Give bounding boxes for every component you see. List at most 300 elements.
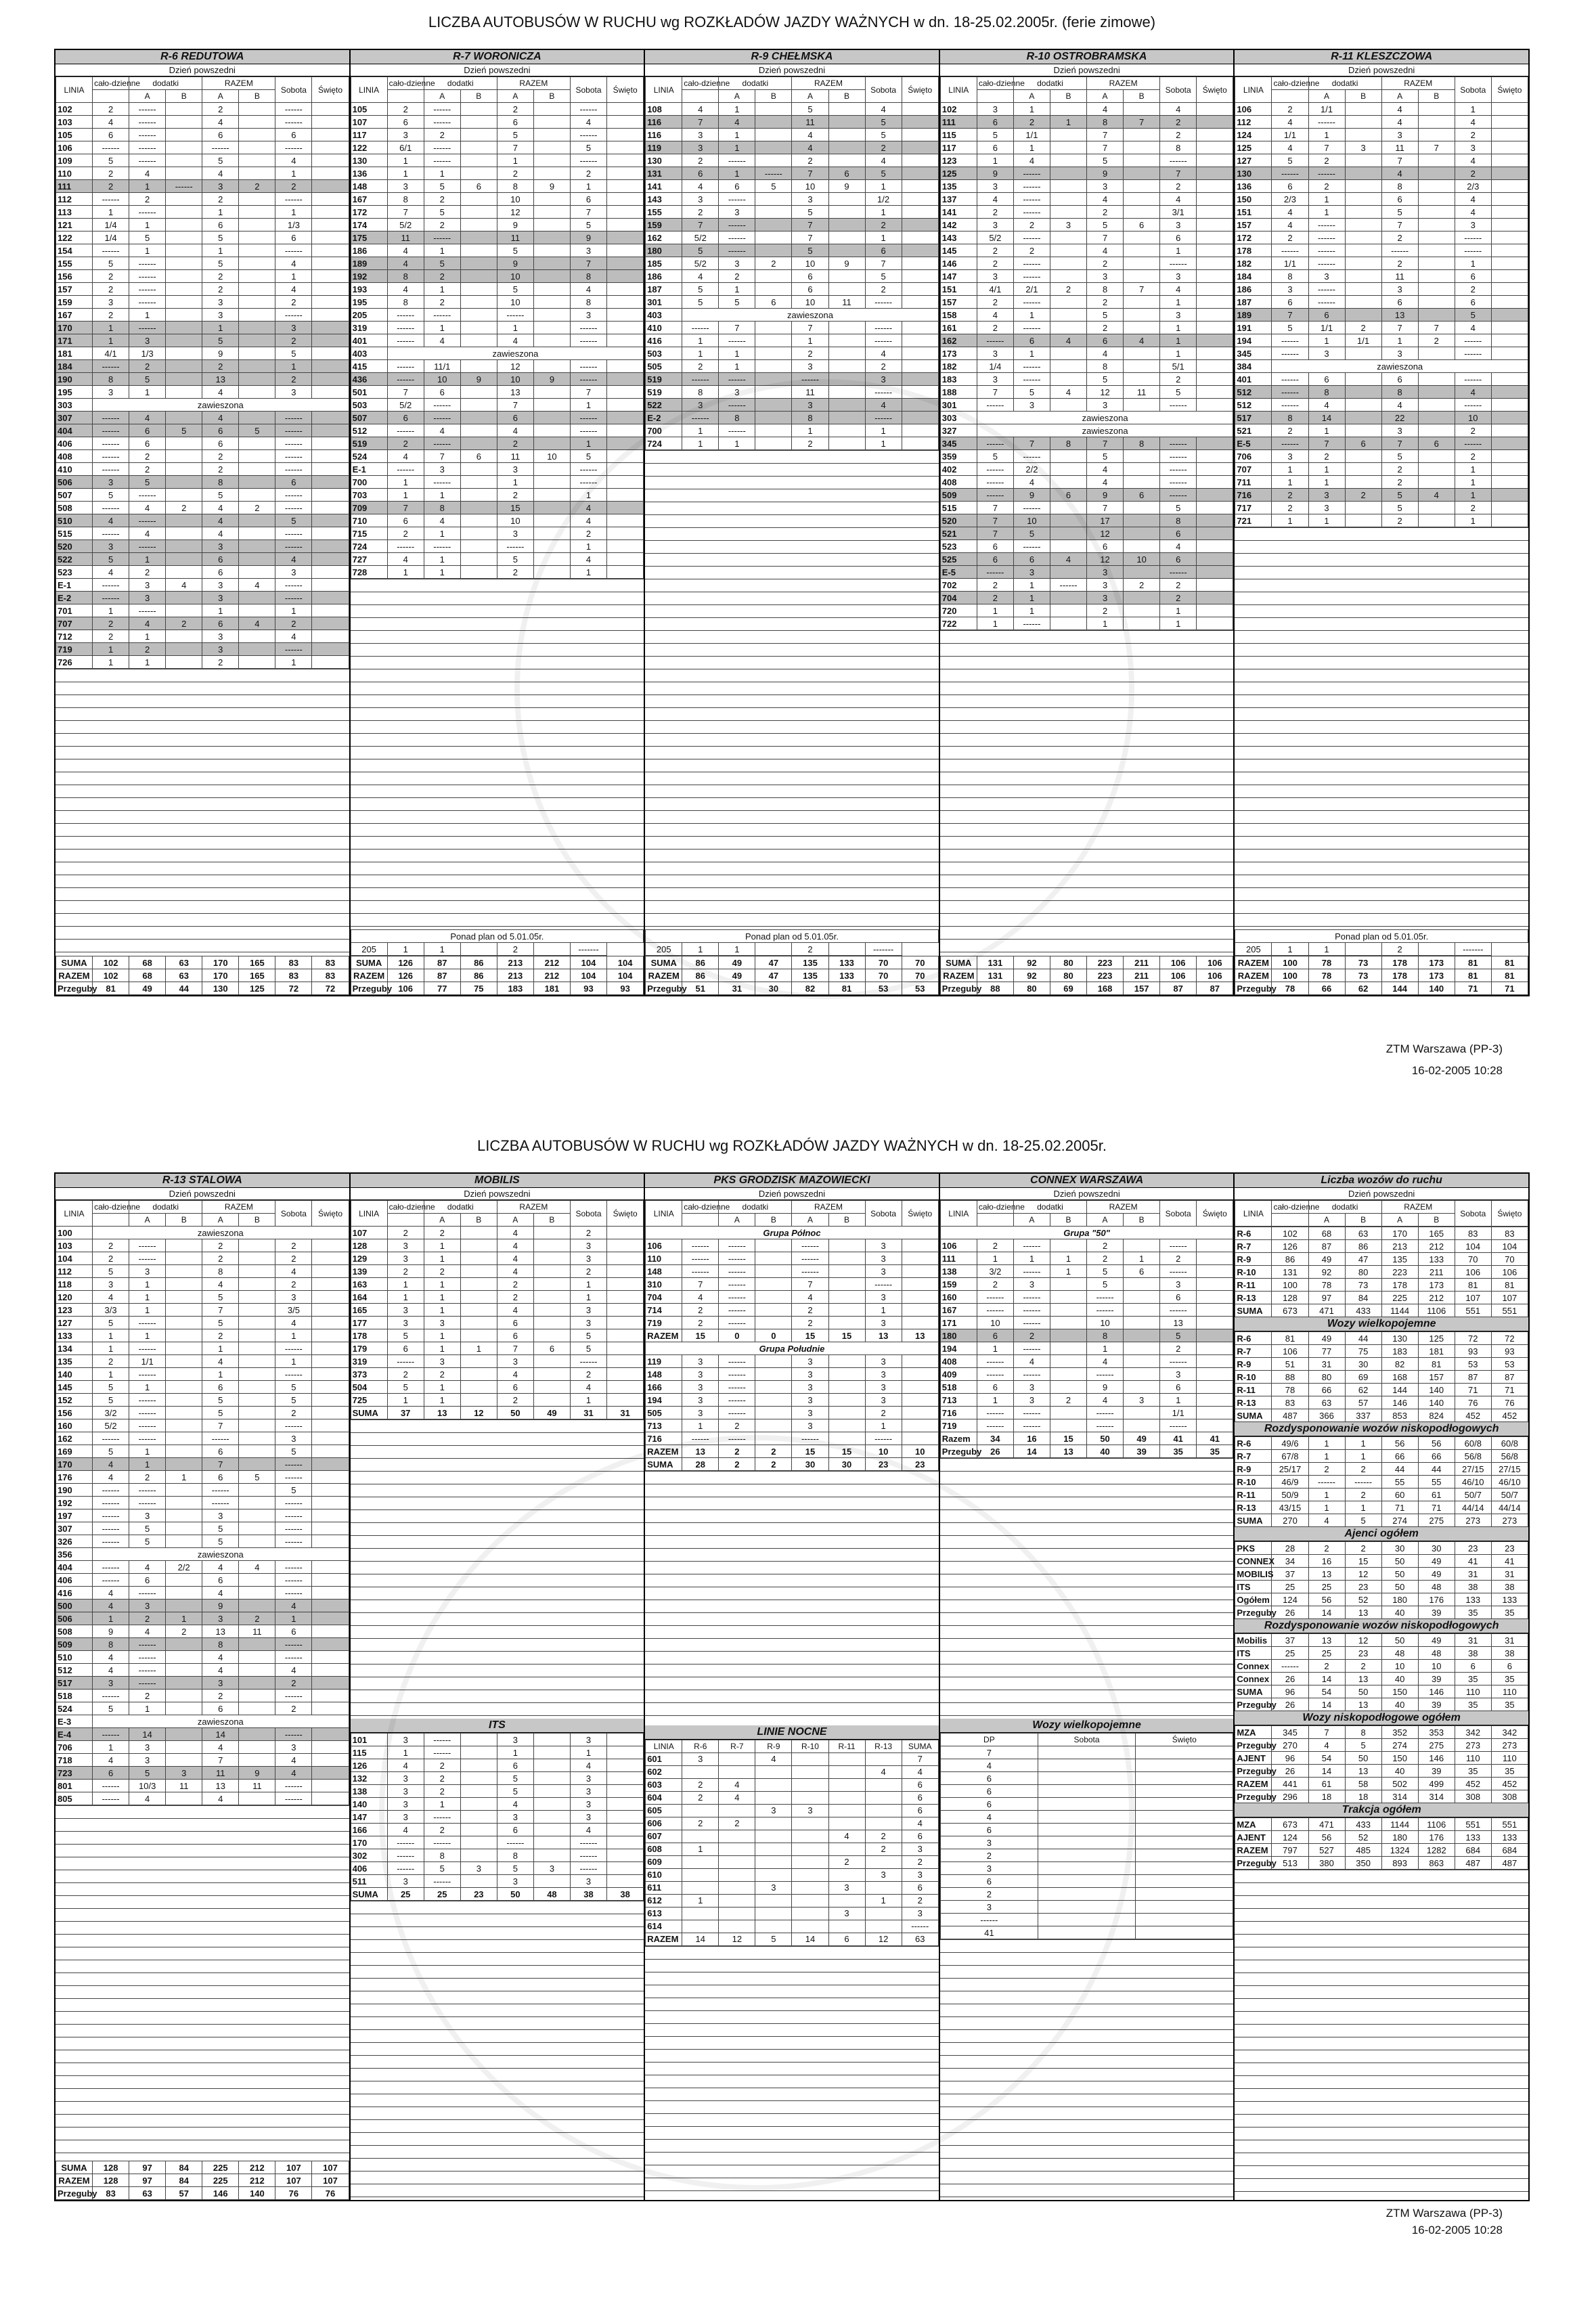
line-number: 720 bbox=[940, 604, 977, 617]
cell-value: 25 bbox=[1308, 1647, 1345, 1660]
cell-value: 63 bbox=[1308, 1396, 1345, 1409]
cell-value: 487 bbox=[1455, 1857, 1491, 1870]
line-number: 186 bbox=[646, 270, 682, 283]
cell-value: 6 bbox=[977, 1381, 1013, 1394]
cell-value: 2 bbox=[977, 206, 1013, 219]
cell-value: ------ bbox=[129, 116, 166, 129]
cell-value: 4 bbox=[1455, 154, 1491, 167]
cell-value bbox=[1197, 347, 1233, 360]
cell-value bbox=[1197, 103, 1233, 116]
line-number: 410 bbox=[56, 463, 93, 476]
cell-value bbox=[312, 1407, 349, 1419]
cell-value: 83 bbox=[1272, 1396, 1308, 1409]
table-row bbox=[646, 219, 939, 232]
cell-value: 7 bbox=[1418, 322, 1455, 334]
cell-value: 2 bbox=[1050, 1394, 1086, 1407]
cell-value: 5 bbox=[1087, 219, 1124, 232]
cell-value bbox=[239, 232, 275, 244]
cell-value: 87 bbox=[424, 969, 460, 982]
cell-value: ------ bbox=[1013, 502, 1050, 514]
cell-value: 51 bbox=[1272, 1358, 1308, 1371]
cell-value: 49 bbox=[533, 1407, 570, 1419]
cell-value: 13 bbox=[202, 1625, 239, 1638]
cell-value: 40 bbox=[1381, 1765, 1418, 1778]
cell-value: ------ bbox=[570, 1836, 606, 1849]
cell-value: 7 bbox=[1308, 1726, 1345, 1739]
line-number: 155 bbox=[56, 257, 93, 270]
cell-value: 4 bbox=[275, 1317, 312, 1329]
table-row bbox=[646, 360, 939, 373]
line-number: 111 bbox=[940, 1252, 977, 1265]
table-row bbox=[646, 167, 939, 180]
cell-value: ------ bbox=[202, 1484, 239, 1497]
cell-value: 1 bbox=[129, 386, 166, 399]
cell-value: 1 bbox=[424, 1394, 460, 1407]
cell-value: 5 bbox=[1160, 502, 1197, 514]
cell-value: 3 bbox=[93, 1677, 129, 1690]
cell-value: 28 bbox=[1272, 1542, 1308, 1555]
cell-value: 7 bbox=[387, 502, 424, 514]
cell-value: 3 bbox=[792, 1804, 828, 1817]
line-number: 613 bbox=[646, 1907, 682, 1920]
cell-value: 350 bbox=[1345, 1857, 1381, 1870]
header-cell: cało-dzienne bbox=[682, 1201, 719, 1214]
cell-value: ------ bbox=[719, 1394, 755, 1407]
cell-value: 128 bbox=[93, 2161, 129, 2174]
suspended-note: zawieszona bbox=[682, 309, 939, 322]
cell-value bbox=[312, 167, 349, 180]
cell-value: 12 bbox=[497, 360, 533, 373]
table-row bbox=[56, 1535, 349, 1548]
cell-value: 77 bbox=[424, 982, 460, 995]
cell-value: 146 bbox=[1418, 1752, 1455, 1765]
cell-value: 44/14 bbox=[1455, 1501, 1491, 1514]
cell-value bbox=[166, 1239, 202, 1252]
cell-value bbox=[312, 1561, 349, 1574]
line-number: 164 bbox=[351, 1291, 387, 1304]
cell-value: 50 bbox=[1087, 1432, 1124, 1445]
cell-value: 2 bbox=[570, 527, 606, 540]
line-number: 402 bbox=[940, 463, 977, 476]
cell-value: 7 bbox=[1381, 322, 1418, 334]
table-row bbox=[1235, 1501, 1528, 1514]
cell-value: 3 bbox=[865, 1394, 902, 1407]
line-number: 186 bbox=[351, 244, 387, 257]
cell-value: 2 bbox=[1308, 1660, 1345, 1673]
cell-value: 7 bbox=[977, 386, 1013, 399]
cell-value bbox=[828, 244, 865, 257]
cell-value: 3 bbox=[1087, 270, 1124, 283]
cell-value: 4 bbox=[93, 1664, 129, 1677]
cell-value: 7 bbox=[977, 527, 1013, 540]
cell-value bbox=[1124, 1407, 1160, 1419]
cell-value bbox=[1197, 206, 1233, 219]
line-number: 521 bbox=[940, 527, 977, 540]
cell-value: 3 bbox=[902, 1843, 938, 1855]
header-cell: R-13 bbox=[865, 1740, 902, 1752]
cell-value: 1 bbox=[1345, 1501, 1381, 1514]
cell-value: ------ bbox=[497, 540, 533, 553]
line-number: 143 bbox=[646, 193, 682, 206]
cell-value: 3 bbox=[570, 1239, 606, 1252]
summary-title: Liczba wozów do ruchu bbox=[1235, 1174, 1528, 1188]
cell-value bbox=[1197, 180, 1233, 193]
cell-value: 1282 bbox=[1418, 1844, 1455, 1857]
cell-value bbox=[1050, 129, 1086, 141]
line-number: 716 bbox=[1235, 489, 1272, 502]
group-label: Grupa "50" bbox=[940, 1227, 1233, 1239]
cell-value: 53 bbox=[1455, 1358, 1491, 1371]
cell-value: ------ bbox=[977, 334, 1013, 347]
cell-value bbox=[312, 1445, 349, 1458]
cell-value: 2 bbox=[792, 1317, 828, 1329]
cell-value: 2 bbox=[424, 1265, 460, 1278]
cell-value: 30 bbox=[1418, 1542, 1455, 1555]
table-row bbox=[56, 347, 349, 360]
cell-value: 10 bbox=[1455, 412, 1491, 424]
cell-value: 1 bbox=[570, 399, 606, 412]
cell-value: 2 bbox=[682, 154, 719, 167]
cell-value bbox=[312, 1754, 349, 1767]
header-cell bbox=[1272, 1214, 1308, 1227]
cell-value bbox=[828, 1419, 865, 1432]
cell-value: 15 bbox=[497, 502, 533, 514]
cell-value: 1 bbox=[202, 206, 239, 219]
cell-value: 5 bbox=[570, 1329, 606, 1342]
cell-value: 70 bbox=[902, 956, 938, 969]
cell-value: 1 bbox=[1272, 463, 1308, 476]
cell-value bbox=[1197, 617, 1233, 630]
table-row bbox=[1235, 1279, 1528, 1292]
cell-value: ------ bbox=[1308, 116, 1345, 129]
cell-value: ------ bbox=[1013, 270, 1050, 283]
cell-value: 1 bbox=[682, 943, 719, 956]
line-number: 159 bbox=[646, 219, 682, 232]
cell-value: ------ bbox=[1087, 1419, 1124, 1432]
cell-value: 31 bbox=[1491, 1568, 1528, 1581]
cell-value bbox=[1491, 502, 1528, 514]
line-number: 713 bbox=[646, 1419, 682, 1432]
table-row bbox=[646, 257, 939, 270]
cell-value: Przeguby bbox=[940, 982, 977, 995]
cell-value: ------ bbox=[129, 270, 166, 283]
cell-value: 37 bbox=[387, 1407, 424, 1419]
cell-value: 125 bbox=[239, 982, 275, 995]
line-number: 611 bbox=[646, 1881, 682, 1894]
cell-value bbox=[1124, 1304, 1160, 1317]
cell-value: 2 bbox=[1345, 1660, 1381, 1673]
cell-value: ------ bbox=[93, 1561, 129, 1574]
table-row bbox=[351, 424, 644, 437]
cell-value: 80 bbox=[1013, 982, 1050, 995]
cell-value: 1 bbox=[497, 154, 533, 167]
cell-value bbox=[166, 270, 202, 283]
cell-value: 4 bbox=[682, 1291, 719, 1304]
cell-value: ------ bbox=[387, 309, 424, 322]
cell-value: 39 bbox=[1418, 1698, 1455, 1711]
cell-value: ------ bbox=[719, 154, 755, 167]
line-number: 709 bbox=[351, 502, 387, 514]
cell-value: 2 bbox=[387, 1265, 424, 1278]
header-row bbox=[1235, 1201, 1528, 1214]
cell-value: ------ bbox=[1013, 257, 1050, 270]
cell-value bbox=[312, 579, 349, 592]
cell-value bbox=[1124, 1278, 1160, 1291]
cell-value: 5 bbox=[275, 1381, 312, 1394]
cell-value: 3 bbox=[424, 1317, 460, 1329]
cell-value bbox=[1124, 540, 1160, 553]
cell-value: 2 bbox=[977, 1239, 1013, 1252]
cell-value: 2 bbox=[1308, 1463, 1345, 1476]
cell-value bbox=[1124, 1317, 1160, 1329]
cell-value: 2 bbox=[275, 1677, 312, 1690]
cell-value: 9 bbox=[202, 347, 239, 360]
cell-value: 3 bbox=[828, 1881, 865, 1894]
cell-value bbox=[239, 656, 275, 669]
cell-value bbox=[1136, 1811, 1233, 1824]
table-row bbox=[56, 283, 349, 296]
cell-value: 5 bbox=[1087, 309, 1124, 322]
cell-value: ------ bbox=[424, 437, 460, 450]
cell-value bbox=[166, 219, 202, 232]
cell-value: 5 bbox=[1013, 386, 1050, 399]
cell-value: 63 bbox=[1345, 1227, 1381, 1240]
table-row bbox=[940, 244, 1233, 257]
cell-value: 110 bbox=[1455, 1685, 1491, 1698]
line-number: 384 bbox=[1235, 360, 1272, 373]
cell-value: 308 bbox=[1491, 1790, 1528, 1803]
cell-value: 104 bbox=[1491, 1240, 1528, 1253]
cell-value bbox=[239, 129, 275, 141]
cell-value bbox=[902, 1381, 938, 1394]
cell-value: 25 bbox=[1308, 1581, 1345, 1593]
cell-value: 6 bbox=[202, 1471, 239, 1484]
cell-value: 2 bbox=[129, 643, 166, 656]
table-row bbox=[940, 1278, 1233, 1291]
line-number: 103 bbox=[56, 116, 93, 129]
cell-value: 1 bbox=[977, 1394, 1013, 1407]
cell-value bbox=[239, 1419, 275, 1432]
line-number: 176 bbox=[56, 1471, 93, 1484]
header-cell: LINIA bbox=[56, 77, 93, 103]
cell-value: 30 bbox=[1345, 1358, 1381, 1371]
blank-rows bbox=[56, 1805, 349, 2161]
line-number: 712 bbox=[56, 630, 93, 643]
cell-value bbox=[239, 1278, 275, 1291]
cell-value: 1 bbox=[93, 643, 129, 656]
cell-value: 225 bbox=[202, 2161, 239, 2174]
cell-value: 4 bbox=[1087, 1394, 1124, 1407]
cell-value: 1 bbox=[129, 1291, 166, 1304]
cell-value bbox=[239, 1239, 275, 1252]
cell-value: 1 bbox=[1160, 1394, 1197, 1407]
line-number: E-5 bbox=[940, 566, 977, 579]
line-number: 112 bbox=[1235, 116, 1272, 129]
table-row bbox=[940, 1304, 1233, 1317]
cell-value: 81 bbox=[1491, 1279, 1528, 1292]
cell-value: ------ bbox=[424, 476, 460, 489]
cell-value bbox=[312, 1432, 349, 1445]
cell-value: 3 bbox=[1087, 579, 1124, 592]
table-row bbox=[1235, 1752, 1528, 1765]
line-number: 518 bbox=[56, 1690, 93, 1702]
cell-value: ------ bbox=[719, 232, 755, 244]
cell-value: 4 bbox=[719, 1791, 755, 1804]
cell-value: 2 bbox=[93, 630, 129, 643]
line-number: 131 bbox=[646, 167, 682, 180]
cell-value: 1 bbox=[129, 553, 166, 566]
cell-value bbox=[533, 1317, 570, 1329]
cell-value bbox=[166, 630, 202, 643]
cell-value: 150 bbox=[1381, 1752, 1418, 1765]
cell-value: 9 bbox=[828, 180, 865, 193]
cell-value: 173 bbox=[1418, 1279, 1455, 1292]
cell-value bbox=[1050, 1355, 1086, 1368]
cell-value: 1/4 bbox=[93, 232, 129, 244]
summary-table bbox=[1235, 1436, 1528, 1527]
cell-value bbox=[607, 1278, 644, 1291]
line-number: 301 bbox=[940, 399, 977, 412]
cell-value bbox=[533, 193, 570, 206]
table-row bbox=[1235, 257, 1528, 270]
table-row bbox=[646, 141, 939, 154]
cell-value: 3 bbox=[166, 1767, 202, 1780]
cell-value: ------ bbox=[387, 463, 424, 476]
cell-value: 2 bbox=[1455, 167, 1491, 180]
cell-value: 86 bbox=[682, 956, 719, 969]
cell-value bbox=[902, 322, 938, 334]
cell-value: 1 bbox=[424, 244, 460, 257]
cell-value: 2 bbox=[570, 1227, 606, 1239]
cell-value bbox=[312, 283, 349, 296]
cell-value: 2 bbox=[755, 257, 792, 270]
cell-value: 3 bbox=[202, 180, 239, 193]
cell-value: 1 bbox=[570, 437, 606, 450]
cell-value: 9 bbox=[1013, 489, 1050, 502]
cell-value: 1 bbox=[977, 1342, 1013, 1355]
cell-value: 3 bbox=[792, 1394, 828, 1407]
cell-value: 5/2 bbox=[387, 219, 424, 232]
cell-value bbox=[166, 1407, 202, 1419]
cell-value: ------ bbox=[93, 450, 129, 463]
cell-value bbox=[239, 1381, 275, 1394]
cell-value: 3 bbox=[275, 1741, 312, 1754]
line-number: 138 bbox=[351, 1785, 387, 1798]
cell-value: ------ bbox=[129, 1368, 166, 1381]
cell-value: 8 bbox=[93, 373, 129, 386]
line-number: 101 bbox=[351, 1734, 387, 1746]
cell-value: 4 bbox=[682, 180, 719, 193]
table-row bbox=[351, 386, 644, 399]
table-row bbox=[56, 1497, 349, 1509]
cell-value: 8 bbox=[682, 386, 719, 399]
cell-value bbox=[902, 1291, 938, 1304]
cell-value bbox=[1050, 347, 1086, 360]
cell-value: 30 bbox=[1381, 1542, 1418, 1555]
cell-value: 5 bbox=[129, 1522, 166, 1535]
cell-value: 8 bbox=[202, 476, 239, 489]
table-row bbox=[56, 579, 349, 592]
table-row bbox=[1235, 1542, 1528, 1555]
cell-value: 1 bbox=[719, 103, 755, 116]
cell-value bbox=[1197, 592, 1233, 604]
cell-value bbox=[828, 1394, 865, 1407]
sheet-title: LICZBA AUTOBUSÓW W RUCHU wg ROZKŁADÓW JAZDY WAŻNYCH w dn. 18-25.02.2005r. (ferie zimowe) bbox=[428, 14, 1156, 30]
cell-value bbox=[460, 129, 497, 141]
cell-value bbox=[166, 1381, 202, 1394]
table-row bbox=[56, 1252, 349, 1265]
cell-value bbox=[755, 322, 792, 334]
cell-value: 4 bbox=[1272, 116, 1308, 129]
cell-value: 6 bbox=[1455, 1660, 1491, 1673]
cell-value: 5 bbox=[129, 1767, 166, 1780]
cell-value: ------ bbox=[166, 180, 202, 193]
cell-value: 23 bbox=[460, 1888, 497, 1901]
cell-value: 5/2 bbox=[977, 232, 1013, 244]
table-row bbox=[56, 1574, 349, 1587]
suspended-note: zawieszona bbox=[1272, 360, 1528, 373]
cell-value bbox=[1491, 450, 1528, 463]
header-row bbox=[646, 77, 939, 90]
header-cell: Święto bbox=[1136, 1734, 1233, 1746]
cell-value bbox=[1197, 450, 1233, 463]
cell-value bbox=[460, 489, 497, 502]
cell-value: 3/2 bbox=[93, 1407, 129, 1419]
cell-value bbox=[312, 257, 349, 270]
cell-value: 2 bbox=[865, 283, 902, 296]
cell-value: 3 bbox=[202, 592, 239, 604]
cell-value bbox=[1136, 1914, 1233, 1926]
cell-value bbox=[1197, 476, 1233, 489]
operator-name: MOBILIS bbox=[351, 1174, 644, 1188]
cell-value: 3 bbox=[940, 1862, 1038, 1875]
line-number: 197 bbox=[56, 1509, 93, 1522]
cell-value bbox=[460, 167, 497, 180]
cell-value: 2 bbox=[719, 1419, 755, 1432]
cell-value bbox=[1197, 540, 1233, 553]
cell-value bbox=[166, 1702, 202, 1715]
cell-value: ------ bbox=[275, 1651, 312, 1664]
cell-value: 6 bbox=[902, 1804, 938, 1817]
cell-value: 1 bbox=[202, 1342, 239, 1355]
line-number: 152 bbox=[56, 1394, 93, 1407]
cell-value: 4 bbox=[570, 283, 606, 296]
cell-value: ------ bbox=[387, 373, 424, 386]
cell-value: 4 bbox=[129, 167, 166, 180]
line-number: 130 bbox=[1235, 167, 1272, 180]
cell-value bbox=[166, 1587, 202, 1600]
cell-value bbox=[1050, 296, 1086, 309]
cell-value: 10/3 bbox=[129, 1780, 166, 1792]
cell-value: 125 bbox=[1418, 1332, 1455, 1345]
cell-value: 1 bbox=[1308, 424, 1345, 437]
cell-value bbox=[239, 1458, 275, 1471]
cell-value: 4 bbox=[202, 412, 239, 424]
cell-value: ------ bbox=[1160, 1304, 1197, 1317]
cell-value bbox=[755, 283, 792, 296]
cell-value: 10 bbox=[865, 1445, 902, 1458]
header-cell: A bbox=[424, 1214, 460, 1227]
line-number: 523 bbox=[56, 566, 93, 579]
cell-value bbox=[239, 270, 275, 283]
cell-value: 2 bbox=[497, 167, 533, 180]
group-row bbox=[646, 1342, 939, 1355]
cell-value: 168 bbox=[1087, 982, 1124, 995]
cell-value: 3 bbox=[93, 540, 129, 553]
cell-value: ------ bbox=[719, 1317, 755, 1329]
cell-value bbox=[460, 527, 497, 540]
cell-value bbox=[607, 1252, 644, 1265]
